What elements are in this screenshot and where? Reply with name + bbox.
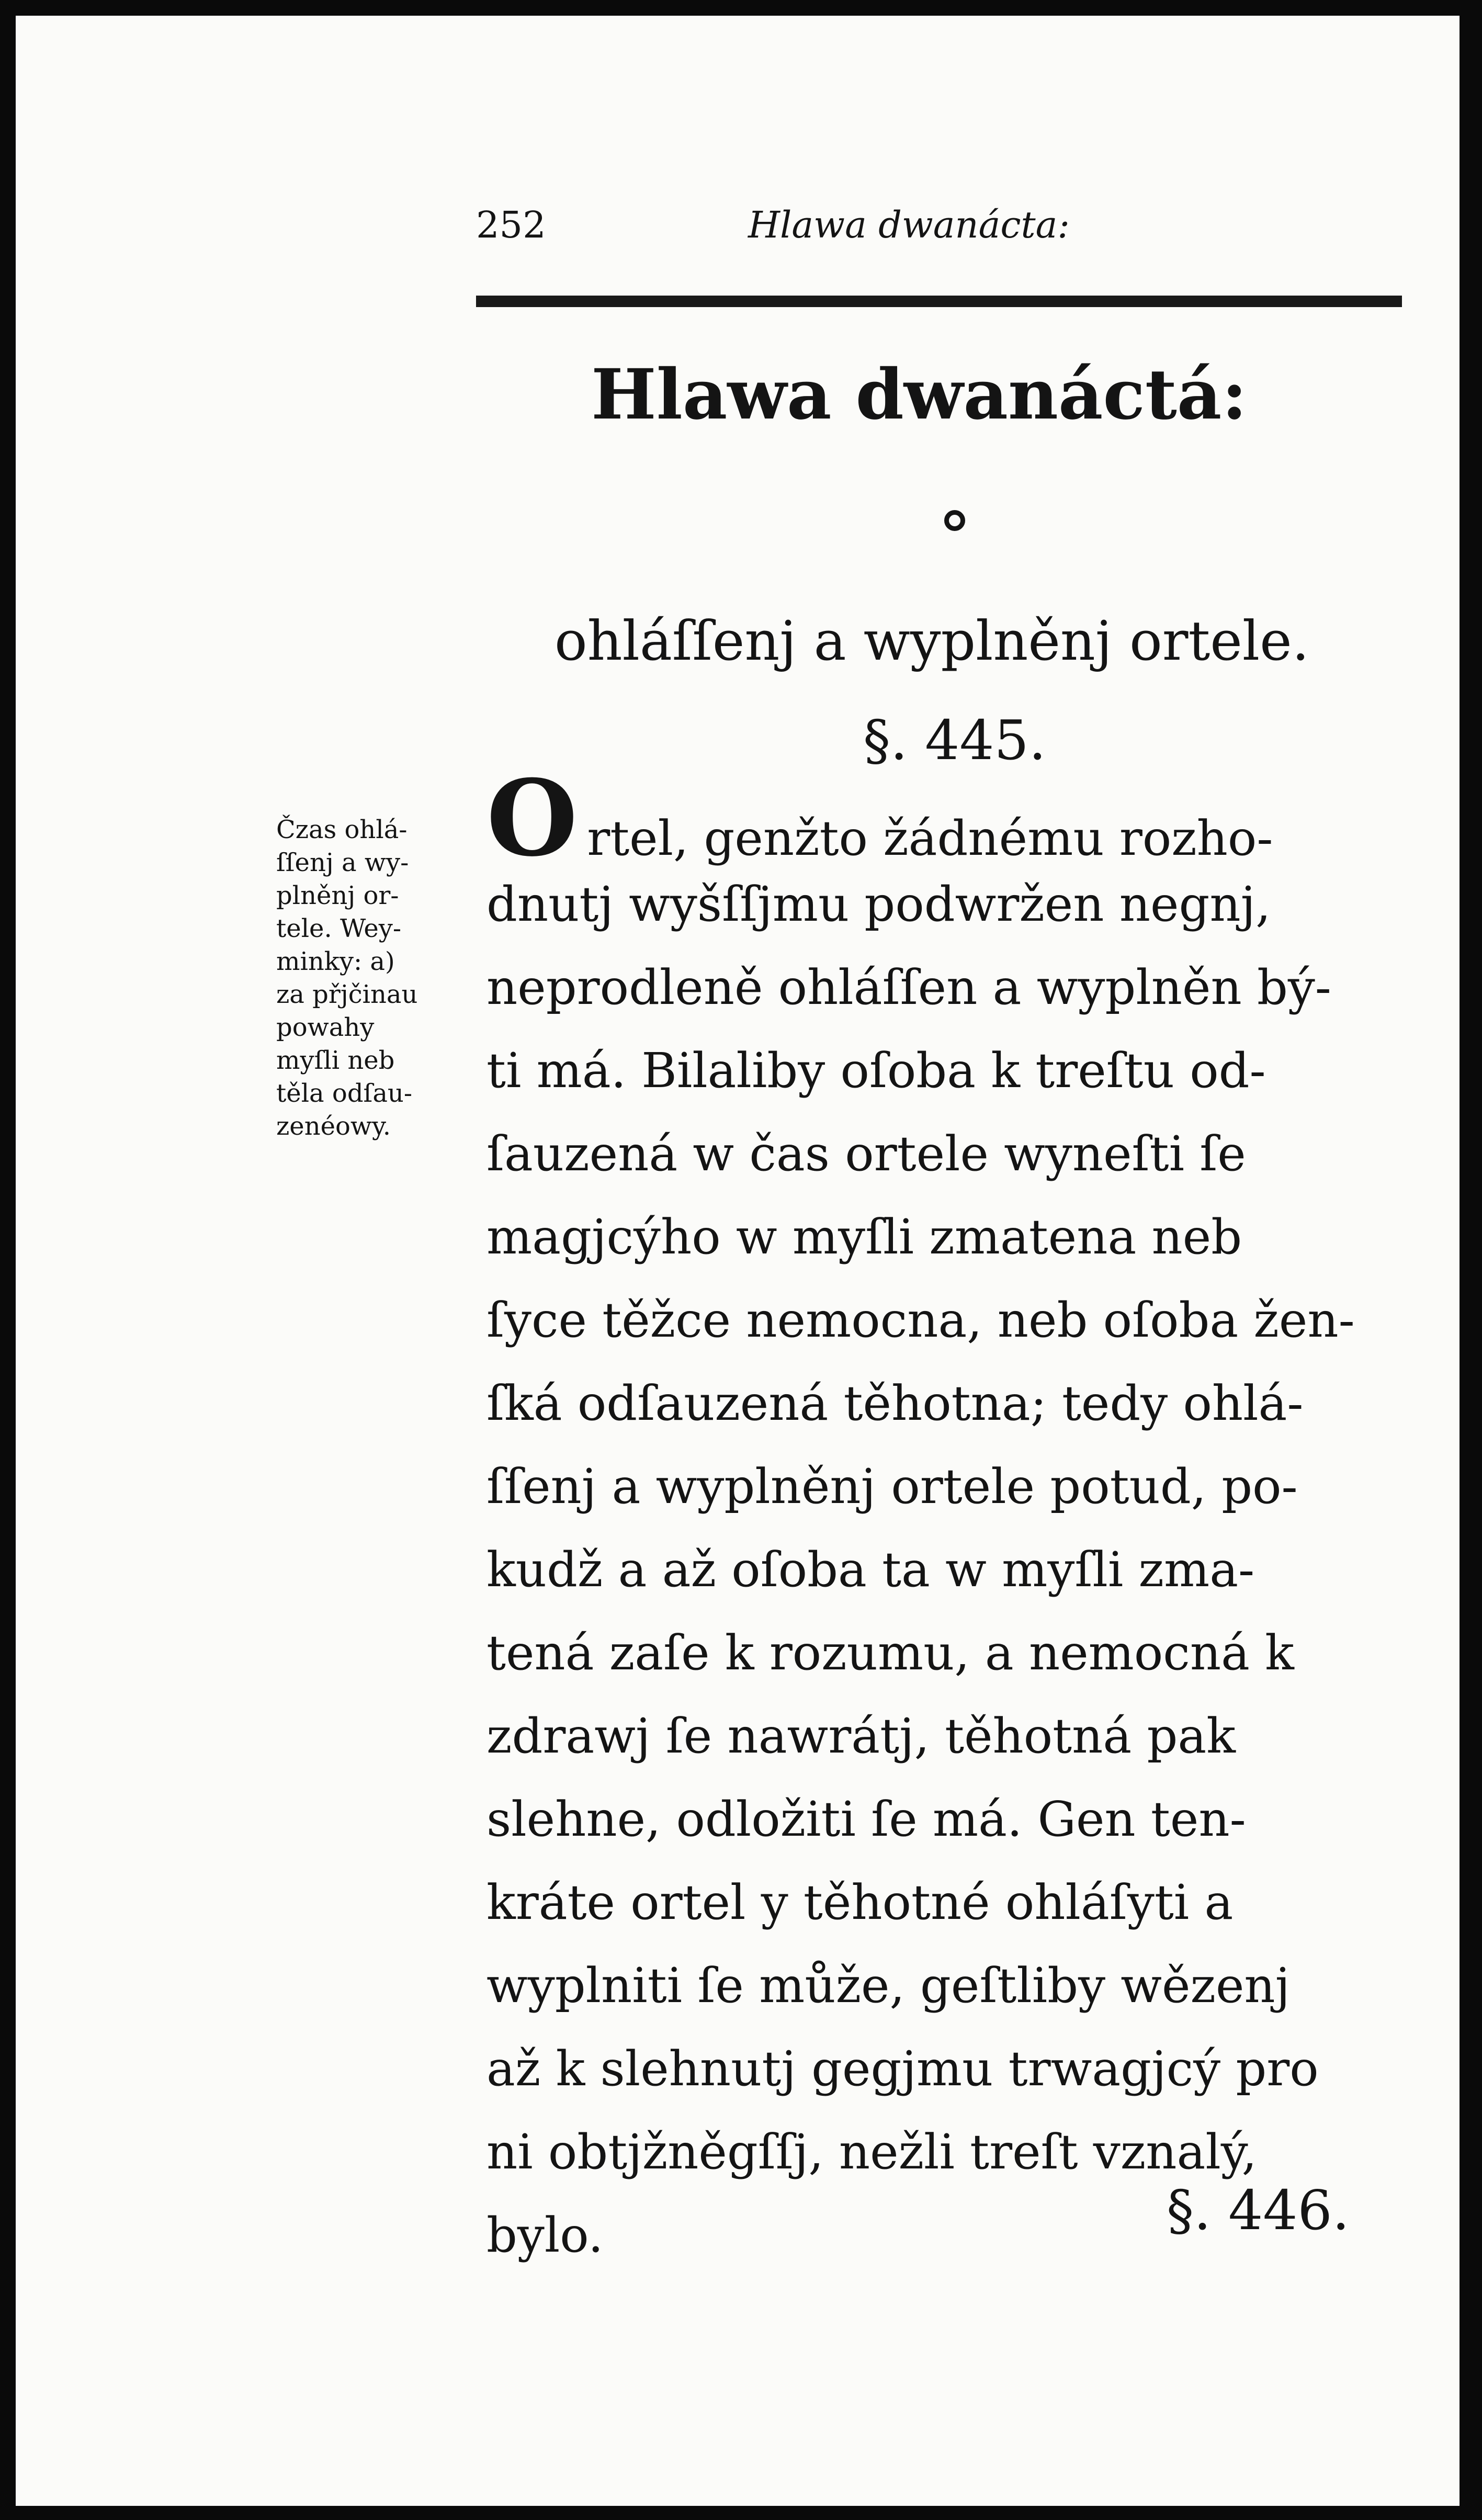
chapter-title: Hlawa dwanáctá: <box>591 354 1248 435</box>
marginal-line: powahy <box>276 1013 375 1042</box>
marginal-line: ſſenj a wy- <box>276 848 409 877</box>
ornament-ring <box>944 510 965 531</box>
marginal-line: tele. Wey- <box>276 914 402 943</box>
body-line: ſauzená w čas ortele wyneſti ſe <box>487 1126 1246 1182</box>
body-line: ſſenj a wyplněnj ortele potud, po- <box>487 1459 1298 1515</box>
running-head-title: Hlawa dwanácta: <box>748 204 1070 246</box>
body-line: slehne, odložiti ſe má. Gen ten- <box>487 1791 1246 1847</box>
body-line-text: rtel, genžto žádnému rozho- <box>587 810 1273 866</box>
book-page <box>16 16 1460 2506</box>
body-line: magjcýho w myſli zmatena neb <box>487 1209 1242 1265</box>
body-line <box>487 757 1418 880</box>
body-paragraph <box>487 757 1418 2277</box>
body-line: tená zaſe k rozumu, a nemocná k <box>487 1625 1294 1681</box>
body-line: dnutj wyšſſjmu podwržen negnj, <box>487 876 1271 932</box>
body-line: wyplniti ſe může, geſtliby wězenj <box>487 1958 1291 2014</box>
marginal-line: zenéowy. <box>276 1112 391 1141</box>
marginal-line: plněnj or- <box>276 881 399 910</box>
section-number: §. 445. <box>863 708 1046 772</box>
marginal-line: Čzas ohlá- <box>276 815 408 844</box>
body-line: neprodleně ohláſſen a wyplněn bý- <box>487 959 1331 1015</box>
marginal-line: myſli neb <box>276 1046 395 1075</box>
marginal-line: minky: a) <box>276 947 395 976</box>
marginal-line: za přjčinau <box>276 980 418 1009</box>
body-line: ſká odſauzená těhotna; tedy ohlá- <box>487 1375 1304 1431</box>
body-line: kráte ortel y těhotné ohláſyti a <box>487 1874 1234 1930</box>
body-line: kudž a až oſoba ta w myſli zma- <box>487 1542 1255 1598</box>
catchword: §. 446. <box>1167 2178 1350 2242</box>
page-number: 252 <box>476 204 546 246</box>
body-line: bylo. <box>487 2207 604 2263</box>
body-line: až k slehnutj gegjmu trwagjcý pro <box>487 2041 1319 2097</box>
chapter-subtitle: ohláſſenj a wyplněnj ortele. <box>555 609 1309 673</box>
body-line: ti má. Bilaliby oſoba k treſtu od- <box>487 1043 1266 1099</box>
body-line: ni obtjžněgſſj, nežli treſt vznalý, <box>487 2124 1257 2180</box>
body-line: ſyce těžce nemocna, neb oſoba žen- <box>487 1292 1355 1348</box>
drop-cap: O <box>487 757 578 880</box>
running-head <box>476 201 1386 248</box>
marginal-note <box>276 813 475 1143</box>
body-line: zdrawj ſe nawrátj, těhotná pak <box>487 1708 1236 1764</box>
header-rule <box>476 296 1402 307</box>
marginal-line: těla odſau- <box>276 1079 413 1108</box>
